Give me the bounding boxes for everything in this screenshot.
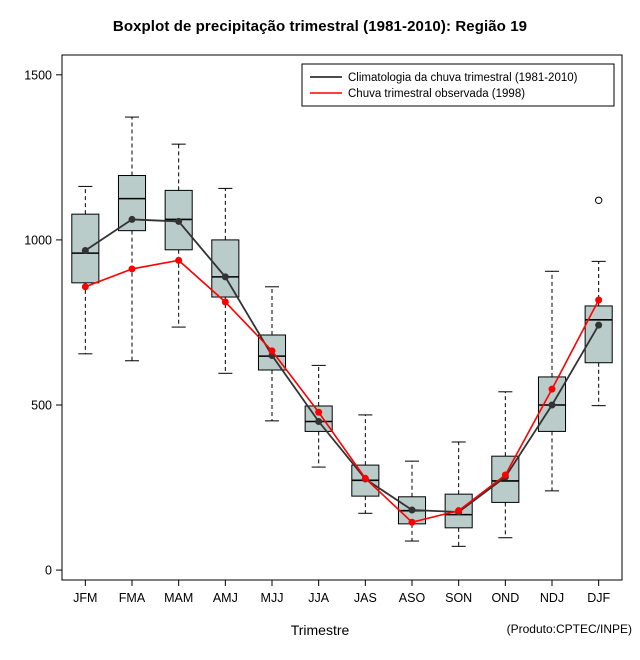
x-axis-label: Trimestre [290, 622, 350, 638]
series-point-1 [82, 247, 88, 253]
x-tick-label: MAM [164, 591, 194, 605]
boxplot-box [72, 186, 99, 353]
series-point-1 [596, 322, 602, 328]
series-point-1 [176, 218, 182, 224]
x-tick-label: DJF [587, 591, 611, 605]
series-point-2 [409, 519, 415, 525]
x-tick-label: JFM [73, 591, 98, 605]
series-point-2 [129, 266, 135, 272]
boxplot-box [398, 461, 425, 541]
x-tick-label: MJJ [260, 591, 284, 605]
chart-title: Boxplot de precipitação trimestral (1981-2010): Região 19 [112, 18, 528, 35]
y-tick-label: 1000 [24, 233, 52, 248]
series-point-2 [549, 386, 555, 392]
y-tick-label: 1500 [24, 68, 52, 83]
y-tick-label: 0 [45, 563, 52, 578]
x-tick-label: JAS [353, 591, 377, 605]
x-tick-label: NDJ [539, 591, 565, 605]
series-point-1 [129, 216, 135, 222]
boxplot-box [165, 144, 192, 327]
series-point-2 [176, 257, 182, 263]
boxplot-box [212, 188, 239, 373]
box-iqr [212, 240, 239, 297]
series-point-2 [362, 475, 368, 481]
series-point-2 [82, 284, 88, 290]
boxplot-box [492, 392, 519, 538]
series-point-2 [269, 348, 275, 354]
box-outlier [595, 197, 601, 203]
box-iqr [585, 306, 612, 363]
plot-frame [62, 55, 622, 580]
boxplot-box [445, 442, 472, 546]
x-tick-label: FMA [118, 591, 146, 605]
legend-label-2: Chuva trimestral observada (1998) [348, 88, 526, 100]
x-tick-label: OND [491, 591, 520, 605]
x-tick-label: ASO [398, 591, 426, 605]
series-point-2 [222, 299, 228, 305]
x-tick-label: JJA [308, 591, 330, 605]
boxplot-box [538, 271, 565, 491]
y-tick-label: 500 [31, 398, 52, 413]
legend-label-1: Climatologia da chuva trimestral (1981-2010) [348, 72, 578, 84]
series-point-2 [456, 508, 462, 514]
series-line-2 [85, 260, 598, 522]
series-point-2 [502, 472, 508, 478]
series-point-2 [596, 297, 602, 303]
series-point-1 [409, 507, 415, 513]
series-point-1 [549, 402, 555, 408]
boxplot-box [118, 117, 145, 361]
series-point-1 [222, 274, 228, 280]
x-tick-label: AMJ [212, 591, 238, 605]
series-point-2 [316, 409, 322, 415]
boxplot-box [305, 365, 332, 467]
credit-note: (Produto:CPTEC/INPE) [506, 622, 632, 636]
series-point-1 [316, 419, 322, 425]
x-tick-label: SON [445, 591, 473, 605]
